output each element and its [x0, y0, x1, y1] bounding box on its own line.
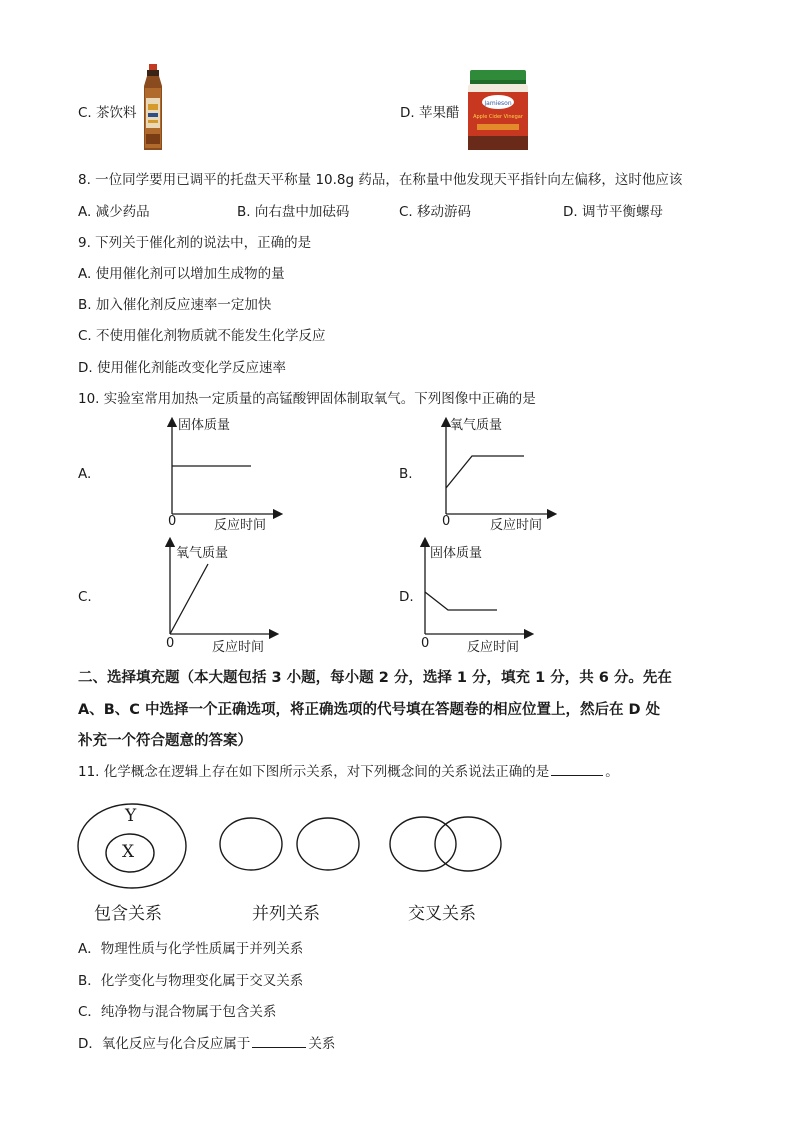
q11-stem-text: 11. 化学概念在逻辑上存在如下图所示关系，对下列概念间的关系说法正确的是 [78, 764, 550, 780]
q11-option-a: A．物理性质与化学性质属于并列关系 [78, 941, 304, 957]
q11-option-d-pre: D．氧化反应与化合反应属于 [78, 1036, 251, 1052]
section2-heading-line2: A、B、C 中选择一个正确选项，将正确选项的代号填在答题卷的相应位置上，然后在 D 处 [78, 702, 661, 718]
q7-option-d: D. 苹果醋 [400, 105, 460, 121]
q10-graph-b-letter: B. [399, 466, 413, 482]
q9-option-d: D. 使用催化剂能改变化学反应速率 [78, 360, 286, 376]
q9-option-b: B. 加入催化剂反应速率一定加快 [78, 297, 272, 313]
section2-heading-line1: 二、选择填充题（本大题包括 3 小题，每小题 2 分，选择 1 分，填充 1 分，共 6 分。先在 [78, 670, 672, 686]
q10-graph-c-ylabel: 氧气质量 [176, 546, 229, 561]
q8-stem: 8. 一位同学要用已调平的托盘天平称量 10.8g 药品，在称量中他发现天平指针向左偏移，这时他应该 [78, 172, 683, 188]
q10-graph-a-origin: 0 [168, 514, 177, 529]
q11-stem [78, 760, 619, 780]
q8-option-d: D. 调节平衡螺母 [563, 204, 663, 220]
q10-graph-d-ylabel: 固体质量 [430, 546, 483, 561]
q10-graph-a-xlabel: 反应时间 [214, 518, 267, 533]
q7-option-c: C. 茶饮料 [78, 105, 137, 121]
q10-graph-c-curve [170, 564, 208, 634]
q11-answer-blank[interactable] [551, 763, 603, 776]
jar-brand-text: Jamieson [484, 100, 512, 107]
venn-cross-right [435, 817, 501, 871]
venn-label-x: X [122, 842, 135, 862]
q8-option-a: A. 减少药品 [78, 204, 150, 220]
q10-graph-c-letter: C. [78, 589, 92, 605]
q11-stem-end: 。 [605, 764, 619, 780]
q10-graph-d-origin: 0 [421, 636, 430, 651]
q8-option-b: B. 向右盘中加砝码 [237, 204, 350, 220]
q11-option-c: C．纯净物与混合物属于包含关系 [78, 1004, 277, 1020]
venn-label-y: Y [125, 806, 137, 826]
q9-stem: 9. 下列关于催化剂的说法中，正确的是 [78, 235, 312, 251]
q10-graph-b-curve [446, 456, 524, 488]
q11-option-d-post: 关系 [308, 1036, 336, 1052]
q10-graph-a-letter: A. [78, 466, 92, 482]
section2-heading-line3: 补充一个符合题意的答案） [78, 733, 252, 749]
q11-option-d-blank[interactable] [252, 1035, 306, 1048]
q10-graph-c-origin: 0 [166, 636, 175, 651]
q8-option-c: C. 移动游码 [399, 204, 472, 220]
q9-option-a: A. 使用催化剂可以增加生成物的量 [78, 266, 285, 282]
venn-caption-parallel: 并列关系 [252, 904, 320, 924]
venn-cross-left [390, 817, 456, 871]
q10-graph-b-xlabel: 反应时间 [490, 518, 543, 533]
venn-parallel-left [220, 818, 282, 870]
q10-graph-d-letter: D. [399, 589, 414, 605]
apple-vinegar-jar-image [467, 70, 529, 152]
q11-option-d [78, 1032, 335, 1052]
q10-graph-b-ylabel: 氧气质量 [450, 418, 503, 433]
q10-graph-d-xlabel: 反应时间 [467, 640, 520, 655]
q10-graph-b-origin: 0 [442, 514, 451, 529]
q10-graph-a-ylabel: 固体质量 [178, 418, 231, 433]
jar-label-text: Apple Cider Vinegar [473, 114, 523, 120]
tea-bottle-image [138, 64, 168, 152]
q9-option-c: C. 不使用催化剂物质就不能发生化学反应 [78, 328, 326, 344]
q10-graph-c-xlabel: 反应时间 [212, 640, 265, 655]
q10-stem: 10. 实验室常用加热一定质量的高锰酸钾固体制取氧气。下列图像中正确的是 [78, 391, 536, 407]
venn-diagrams [70, 796, 520, 896]
q10-graph-d-curve [425, 592, 497, 610]
q11-option-b: B．化学变化与物理变化属于交叉关系 [78, 973, 304, 989]
venn-parallel-right [297, 818, 359, 870]
venn-caption-contain: 包含关系 [94, 904, 162, 924]
venn-caption-cross: 交叉关系 [408, 904, 476, 924]
